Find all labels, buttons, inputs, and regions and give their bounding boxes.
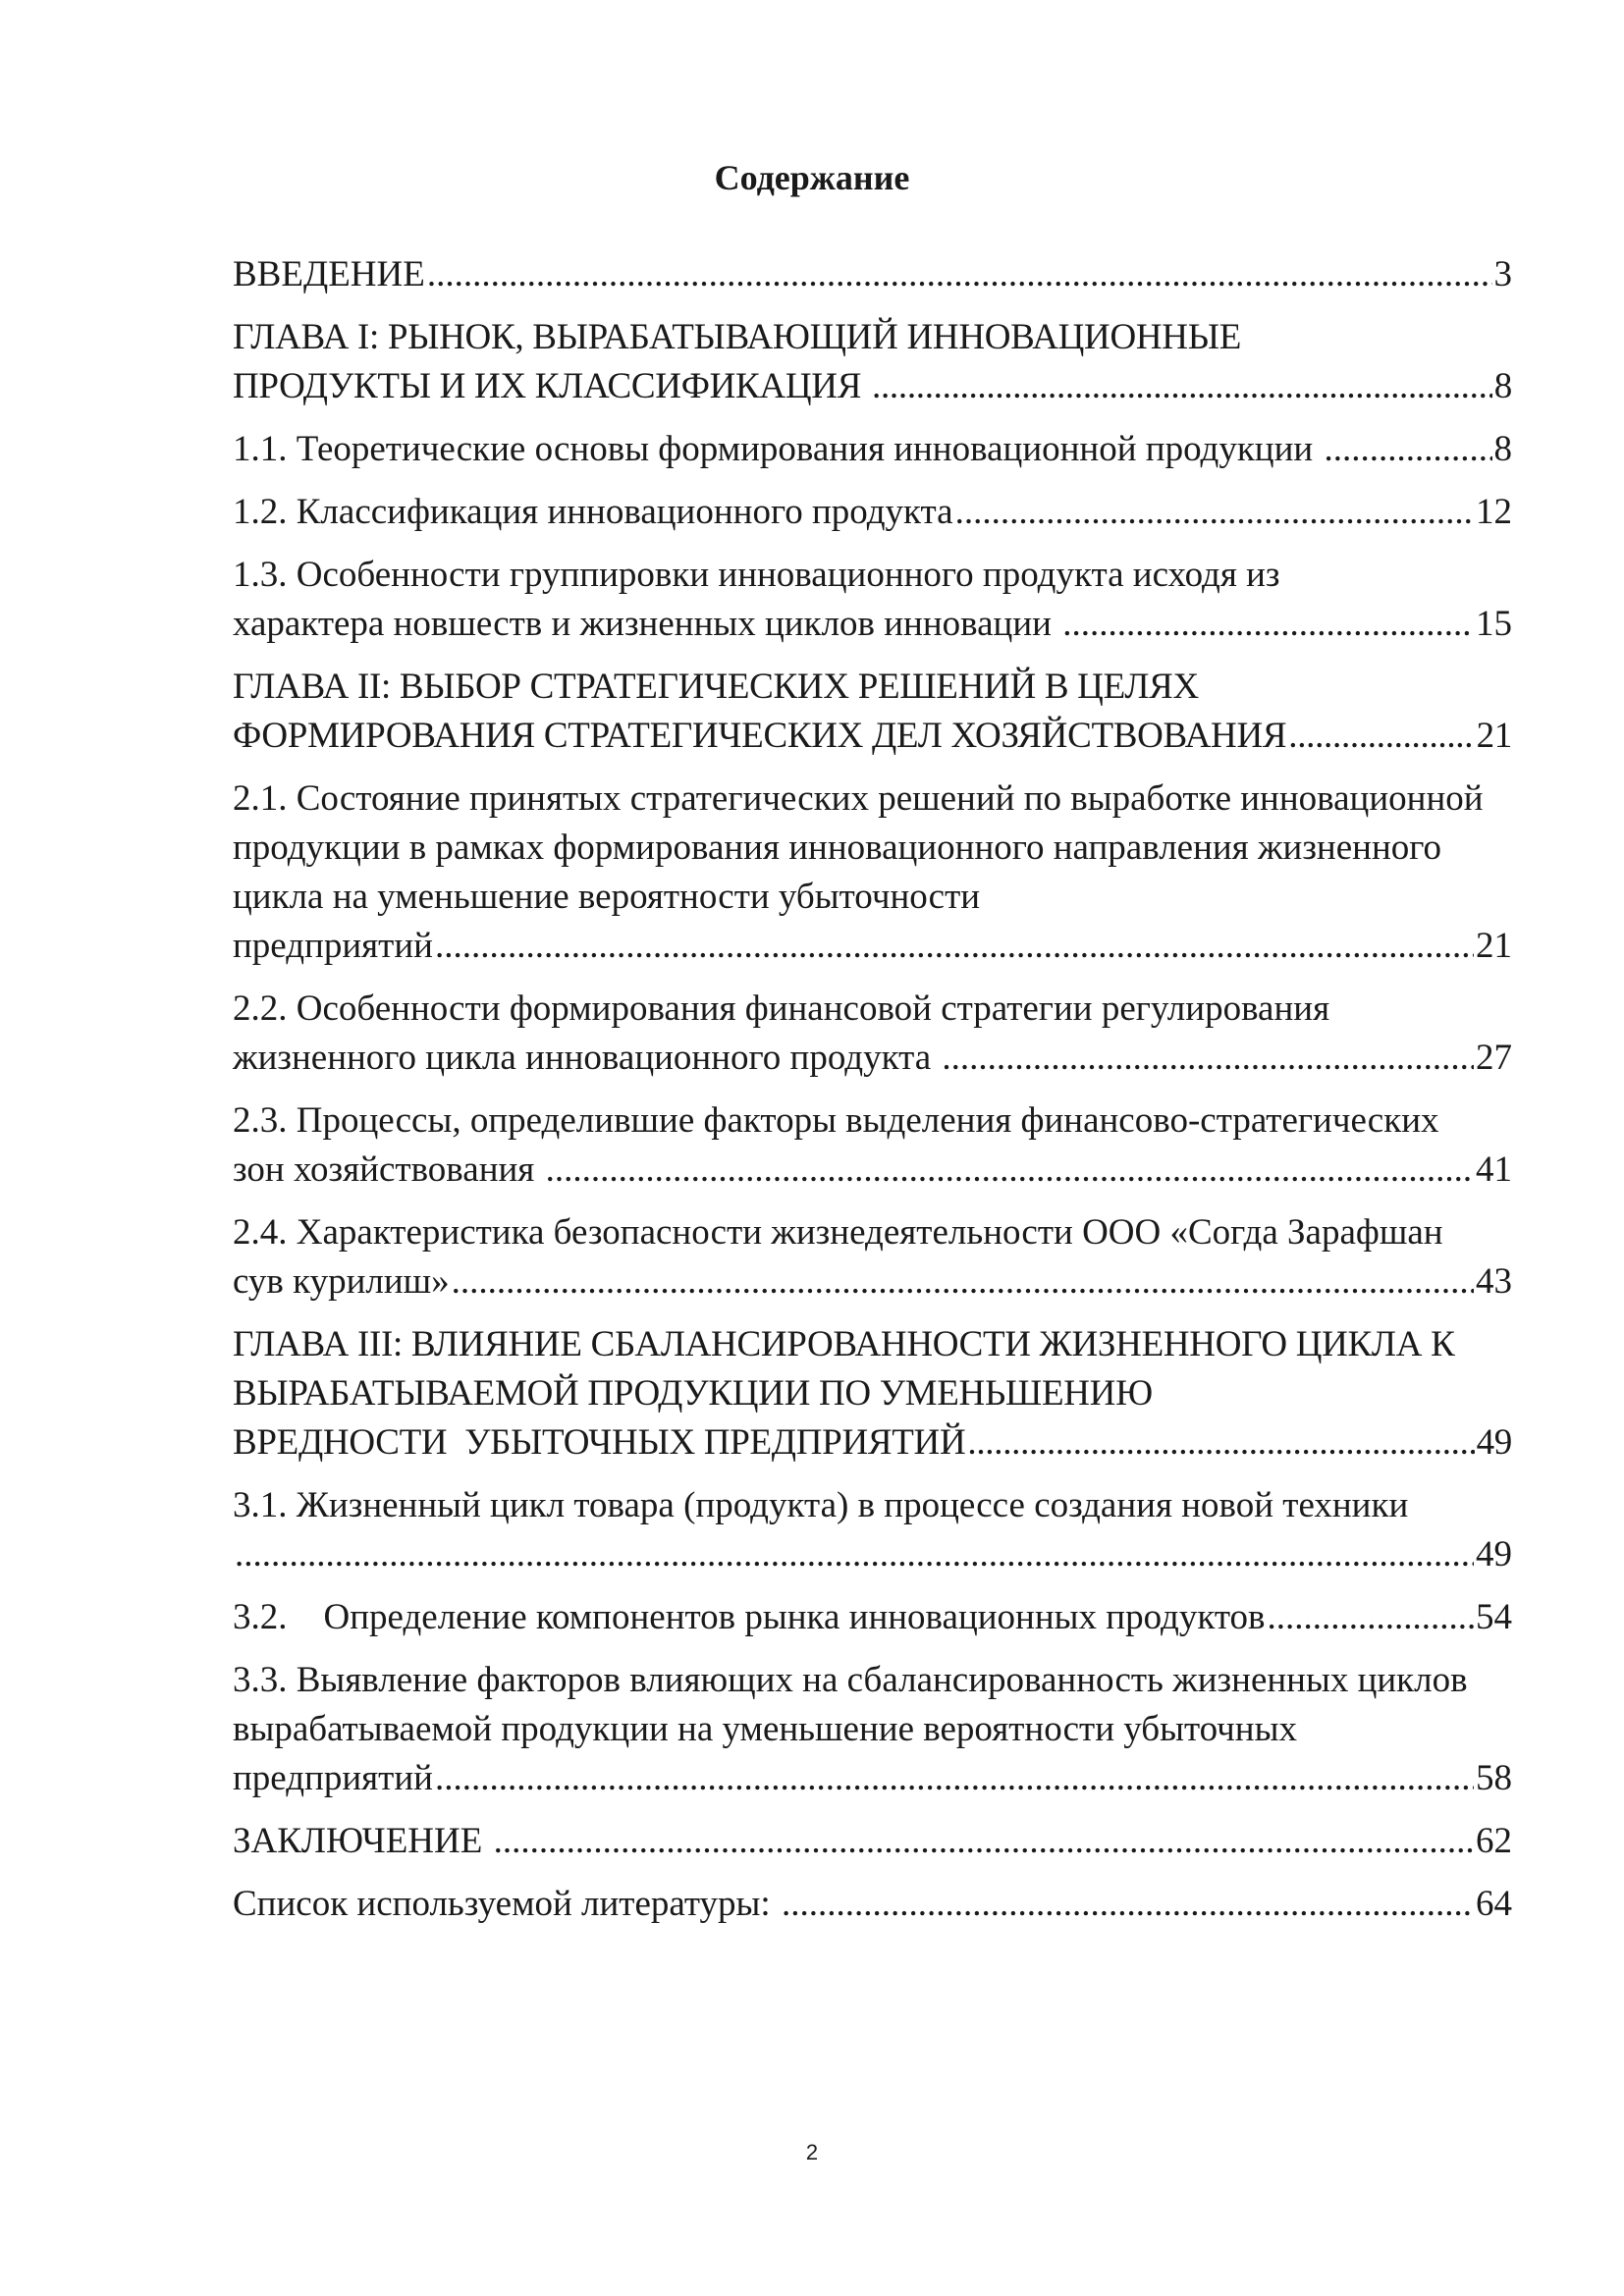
dot-leader bbox=[967, 1418, 1474, 1468]
toc-entry-text: предприятий bbox=[233, 1758, 433, 1798]
toc-entry-text: 3.1. Жизненный цикл товара (продукта) в процессе создания новой техники bbox=[233, 1485, 1409, 1525]
dot-leader bbox=[942, 1034, 1474, 1083]
toc-entry-text: ФОРМИРОВАНИЯ СТРАТЕГИЧЕСКИХ ДЕЛ ХОЗЯЙСТВОВАНИЯ bbox=[233, 716, 1287, 756]
toc-entry-text: 1.2. Классификация инновационного продукта bbox=[233, 492, 953, 532]
toc-page-number: 62 bbox=[1476, 1821, 1512, 1861]
toc-page-number: 58 bbox=[1476, 1758, 1512, 1798]
dot-leader bbox=[872, 362, 1492, 411]
dot-leader bbox=[427, 250, 1492, 299]
toc-entry-1-1[interactable] bbox=[233, 425, 1512, 474]
table-of-contents bbox=[233, 250, 1512, 1943]
toc-entry-text: 2.2. Особенности формирования финансовой стратегии регулирования bbox=[233, 988, 1330, 1029]
toc-page-number: 49 bbox=[1476, 1422, 1512, 1463]
dot-leader bbox=[955, 488, 1474, 537]
toc-entry-3-2[interactable] bbox=[233, 1593, 1512, 1642]
toc-entry-text: ГЛАВА I: РЫНОК, ВЫРАБАТЫВАЮЩИЙ ИННОВАЦИОННЫЕ bbox=[233, 317, 1241, 357]
toc-entry-text: 1.1. Теоретические основы формирования инновационной продукции bbox=[233, 429, 1323, 469]
toc-entry-text: ГЛАВА II: ВЫБОР СТРАТЕГИЧЕСКИХ РЕШЕНИЙ В ЦЕЛЯХ bbox=[233, 667, 1199, 707]
toc-entry-2-4[interactable] bbox=[233, 1208, 1512, 1307]
dot-leader bbox=[1062, 600, 1474, 649]
dot-leader bbox=[435, 1754, 1474, 1803]
dot-leader bbox=[452, 1257, 1474, 1307]
toc-page-number: 3 bbox=[1493, 254, 1512, 294]
toc-entry-text: 3.2. Определение компонентов рынка инновационных продуктов bbox=[233, 1597, 1266, 1637]
toc-entry-text: 3.3. Выявление факторов влияющих на сбалансированность жизненных циклов вырабатываемой продукции на уменьшение вероятности убыточных bbox=[233, 1660, 1468, 1749]
page-number: 2 bbox=[805, 2140, 819, 2164]
toc-entry-3-1[interactable] bbox=[233, 1481, 1512, 1579]
toc-entry-text: ВРЕДНОСТИ УБЫТОЧНЫХ ПРЕДПРИЯТИЙ bbox=[233, 1422, 966, 1463]
toc-entry-1-3[interactable] bbox=[233, 551, 1512, 649]
toc-entry-references[interactable] bbox=[233, 1880, 1512, 1929]
toc-page-number: 64 bbox=[1476, 1884, 1512, 1924]
dot-leader bbox=[782, 1880, 1474, 1929]
toc-page-number: 8 bbox=[1493, 366, 1512, 406]
toc-page-number: 49 bbox=[1476, 1534, 1512, 1575]
toc-page-number: 15 bbox=[1476, 604, 1512, 644]
toc-page-number: 21 bbox=[1476, 716, 1512, 756]
toc-entry-2-1[interactable] bbox=[233, 774, 1512, 971]
toc-entry-2-3[interactable] bbox=[233, 1096, 1512, 1195]
toc-entry-text: характера новшеств и жизненных циклов инновации bbox=[233, 604, 1061, 644]
toc-entry-introduction[interactable] bbox=[233, 250, 1512, 299]
toc-title: Содержание bbox=[714, 158, 910, 197]
toc-page-number: 54 bbox=[1476, 1597, 1512, 1637]
dot-leader bbox=[494, 1817, 1474, 1866]
dot-leader bbox=[435, 922, 1474, 971]
toc-page-number: 43 bbox=[1476, 1261, 1512, 1302]
dot-leader bbox=[1267, 1593, 1474, 1642]
toc-entry-text: ПРОДУКТЫ И ИХ КЛАССИФИКАЦИЯ bbox=[233, 366, 871, 406]
toc-entry-chapter-2[interactable] bbox=[233, 663, 1512, 761]
toc-page-number: 27 bbox=[1476, 1038, 1512, 1078]
toc-entry-text: ЗАКЛЮЧЕНИЕ bbox=[233, 1821, 492, 1861]
dot-leader bbox=[546, 1146, 1474, 1195]
toc-entry-chapter-1[interactable] bbox=[233, 313, 1512, 411]
toc-entry-text: ВВЕДЕНИЕ bbox=[233, 254, 425, 294]
toc-entry-2-2[interactable] bbox=[233, 985, 1512, 1083]
toc-entry-text: предприятий bbox=[233, 926, 433, 966]
toc-entry-conclusion[interactable] bbox=[233, 1817, 1512, 1866]
toc-entry-3-3[interactable] bbox=[233, 1656, 1512, 1803]
dot-leader bbox=[1288, 712, 1474, 761]
toc-entry-text: зон хозяйствования bbox=[233, 1149, 544, 1190]
dot-leader bbox=[235, 1530, 1474, 1579]
toc-entry-chapter-3[interactable] bbox=[233, 1320, 1512, 1468]
toc-entry-text: ГЛАВА III: ВЛИЯНИЕ СБАЛАНСИРОВАННОСТИ ЖИЗНЕННОГО ЦИКЛА К ВЫРАБАТЫВАЕМОЙ ПРОДУКЦИИ ПО УМЕНЬШЕНИЮ bbox=[233, 1324, 1455, 1414]
toc-entry-text: сув курилиш» bbox=[233, 1261, 450, 1302]
toc-page-number: 21 bbox=[1476, 926, 1512, 966]
dot-leader bbox=[1324, 425, 1491, 474]
toc-entry-text: 2.4. Характеристика безопасности жизнедеятельности ООО «Согда Зарафшан bbox=[233, 1212, 1443, 1253]
toc-entry-text: 1.3. Особенности группировки инновационного продукта исходя из bbox=[233, 555, 1280, 595]
toc-entry-1-2[interactable] bbox=[233, 488, 1512, 537]
toc-entry-text: Список используемой литературы: bbox=[233, 1884, 780, 1924]
toc-entry-text: жизненного цикла инновационного продукта bbox=[233, 1038, 941, 1078]
toc-entry-text: 2.1. Состояние принятых стратегических решений по выработке инновационной продукции в рамках формирования инновационного направления жизненного цикла на уменьшение вероятности убыточности bbox=[233, 778, 1484, 917]
toc-page-number: 41 bbox=[1476, 1149, 1512, 1190]
toc-entry-text: 2.3. Процессы, определившие факторы выделения финансово-стратегических bbox=[233, 1100, 1439, 1141]
toc-page-number: 8 bbox=[1493, 429, 1512, 469]
toc-page-number: 12 bbox=[1476, 492, 1512, 532]
